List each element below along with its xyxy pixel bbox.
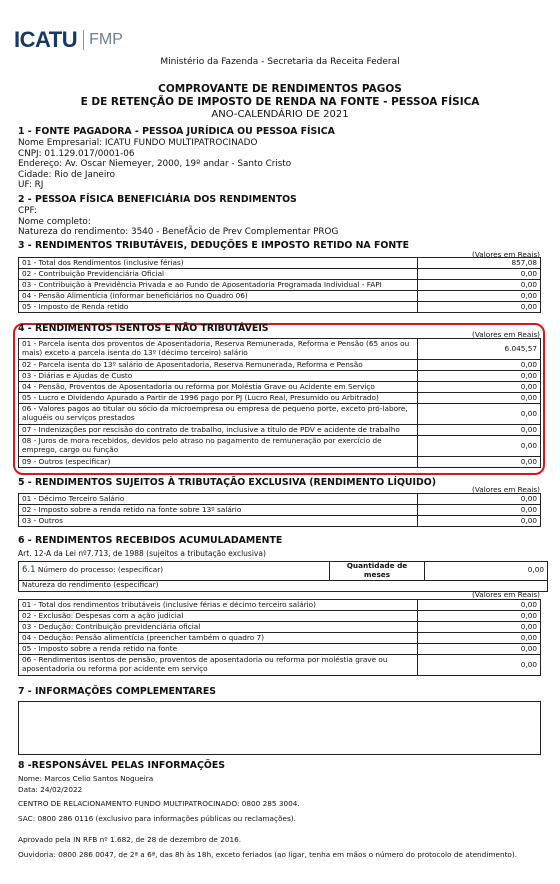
table-row <box>19 622 541 633</box>
row-label: 07 - Indenizações por rescisão do contrato de trabalho, inclusive a título de PDV e acidente de trabalho <box>19 425 418 436</box>
row-label: 03 - Dedução: Contribuição previdenciária oficial <box>19 622 418 633</box>
months-value: 0,00 <box>425 562 548 581</box>
table-row <box>19 360 541 371</box>
row-value: 0,00 <box>418 291 541 302</box>
row-label: 05 - Imposto de Renda retido <box>19 302 418 313</box>
section-4-title: 4 - RENDIMENTOS ISENTOS E NÃO TRIBUTÁVEIS <box>18 323 269 334</box>
row-value: 857,08 <box>418 258 541 269</box>
table-row <box>19 269 541 280</box>
table-row <box>19 562 548 581</box>
section-4-table <box>18 338 541 468</box>
table-row <box>19 505 541 516</box>
table-row <box>19 611 541 622</box>
row-label: 04 - Dedução: Pensão alimentícia (preencher também o quadro 7) <box>19 633 418 644</box>
table-row <box>19 258 541 269</box>
section-3-unit: (Valores em Reais) <box>472 250 540 259</box>
section-6-title: 6 - RENDIMENTOS RECEBIDOS ACUMULADAMENTE <box>18 535 283 546</box>
row-label: 09 - Outros (especificar) <box>19 457 418 468</box>
row-value: 0,00 <box>418 436 541 457</box>
nature-label: Natureza do rendimento (especificar) <box>19 580 548 591</box>
table-row <box>19 371 541 382</box>
responsible-date: Data: 24/02/2022 <box>18 785 83 794</box>
payer-uf: UF: RJ <box>18 180 44 190</box>
row-label: 04 - Pensão, Proventos de Aposentadoria ou reforma por Moléstia Grave ou Acidente em Serviço <box>19 382 418 393</box>
table-row <box>19 291 541 302</box>
beneficiary-cpf: CPF: <box>18 206 37 216</box>
approval-note: Aprovado pela IN RFB nº 1.682, de 28 de dezembro de 2016. <box>18 835 242 844</box>
row-value: 0,00 <box>418 644 541 655</box>
row-value: 0,00 <box>418 280 541 291</box>
row-value: 0,00 <box>418 505 541 516</box>
row-value: 0,00 <box>418 457 541 468</box>
section-5-table <box>18 493 541 527</box>
section-2-body <box>18 206 338 238</box>
payer-name: Nome Empresarial: ICATU FUNDO MULTIPATROCINADO <box>18 138 258 148</box>
table-row <box>19 580 548 591</box>
row-label: 02 - Parcela isenta do 13º salário de Aposentadoria, Reserva Remunerada, Reforma e Pensão <box>19 360 418 371</box>
row-value: 0,00 <box>418 655 541 676</box>
section-2-title: 2 - PESSOA FÍSICA BENEFICIÁRIA DOS RENDIMENTOS <box>18 194 297 205</box>
row-label: 01 - Total dos Rendimentos (inclusive férias) <box>19 258 418 269</box>
section-1-title: 1 - FONTE PAGADORA - PESSOA JURÍDICA OU PESSOA FÍSICA <box>18 126 335 137</box>
table-row <box>19 280 541 291</box>
months-label: Quantidade de meses <box>330 562 425 581</box>
row-value: 6.045,57 <box>418 339 541 360</box>
logo-brand: ICATU <box>14 27 78 52</box>
row-label: 01 - Décimo Terceiro Salário <box>19 494 418 505</box>
table-row <box>19 382 541 393</box>
row-label: 05 - Lucro e Dividendo Apurado a Partir de 1996 pago por PJ (Lucro Real, Presumido ou Arbitrado) <box>19 393 418 404</box>
section-6-unit: (Valores em Reais) <box>472 590 540 599</box>
row-label: 03 - Contribuição à Previdência Privada e ao Fundo de Aposentadoria Programada Individual - FAPI <box>19 280 418 291</box>
row-value: 0,00 <box>418 404 541 425</box>
row-label: 06 - Valores pagos ao titular ou sócio da microempresa ou empresa de pequeno porte, exceto pró-labore, aluguéis ou serviços prestados <box>19 404 418 425</box>
section-8-title: 8 -RESPONSÁVEL PELAS INFORMAÇÕES <box>18 760 226 771</box>
table-row <box>19 457 541 468</box>
row-label: 01 - Total dos rendimentos tributáveis (inclusive férias e décimo terceiro salário) <box>19 600 418 611</box>
process-number: 6.1 <box>22 565 36 576</box>
logo-sub: FMP <box>89 31 123 48</box>
complementary-info-box <box>18 701 541 755</box>
process-label: Número do processo: (especificar) <box>37 565 164 575</box>
payer-address: Endereço: Av. Oscar Niemeyer, 2000, 19º andar - Santo Cristo <box>18 159 292 169</box>
calendar-year: ANO-CALENDÁRIO DE 2021 <box>211 109 349 120</box>
table-row <box>19 436 541 457</box>
table-row <box>19 655 541 676</box>
row-label: 05 - Imposto sobre a renda retido na fonte <box>19 644 418 655</box>
row-label: 04 - Pensão Alimentícia (informar beneficiários no Quadro 06) <box>19 291 418 302</box>
table-row <box>19 339 541 360</box>
row-value: 0,00 <box>418 425 541 436</box>
table-row <box>19 494 541 505</box>
beneficiary-name: Nome completo: <box>18 216 91 227</box>
income-nature: Natureza do rendimento: 3540 - BenefÃcio de Prev Complementar PROG <box>18 227 339 237</box>
table-row <box>19 600 541 611</box>
table-row <box>19 404 541 425</box>
row-value: 0,00 <box>418 302 541 313</box>
section-1-body <box>18 138 291 191</box>
section-6-table <box>18 599 541 676</box>
table-row <box>19 393 541 404</box>
logo-divider <box>83 30 84 50</box>
row-label: 02 - Exclusão: Despesas com a ação judicial <box>19 611 418 622</box>
row-label: 08 - Juros de mora recebidos, devidos pelo atraso no pagamento de remuneração por exercício de emprego, cargo ou função <box>19 436 418 457</box>
responsible-name: Nome: Marcos Celio Santos Nogueira <box>18 774 154 783</box>
row-label: 03 - Diárias e Ajudas de Custo <box>19 371 418 382</box>
ombudsman-contact: Ouvidoria: 0800 286 0047, de 2ª a 6ª, das 8h às 18h, exceto feriados (ao ligar, tenha em mãos o número do protocolo de atendimento). <box>18 850 518 859</box>
doc-title-2: E DE RETENÇÃO DE IMPOSTO DE RENDA NA FONTE - PESSOA FÍSICA <box>80 96 480 108</box>
payer-cnpj: CNPJ: 01.129.017/0001-06 <box>18 148 135 159</box>
sac-contact: SAC: 0800 286 0116 (exclusivo para informações públicas ou reclamações). <box>18 814 296 823</box>
row-value: 0,00 <box>418 611 541 622</box>
process-cell <box>19 562 330 581</box>
section-6-process-table <box>18 561 548 592</box>
section-4-unit: (Valores em Reais) <box>472 330 540 339</box>
row-value: 0,00 <box>418 269 541 280</box>
table-row <box>19 644 541 655</box>
row-label: 02 - Imposto sobre a renda retido na fonte sobre 13º salário <box>19 505 418 516</box>
section-5-title: 5 - RENDIMENTOS SUJEITOS À TRIBUTAÇÃO EXCLUSIVA (RENDIMENTO LÍQUIDO) <box>18 477 437 488</box>
section-3-table <box>18 257 541 313</box>
payer-city: Cidade: Rio de Janeiro <box>18 169 116 180</box>
section-3-title: 3 - RENDIMENTOS TRIBUTÁVEIS, DEDUÇÕES E IMPOSTO RETIDO NA FONTE <box>18 240 409 251</box>
table-row <box>19 425 541 436</box>
table-row <box>19 516 541 527</box>
row-value: 0,00 <box>418 393 541 404</box>
row-value: 0,00 <box>418 622 541 633</box>
row-label: 02 - Contribuição Previdenciária Oficial <box>19 269 418 280</box>
section-7-title: 7 - INFORMAÇÕES COMPLEMENTARES <box>18 686 217 697</box>
row-value: 0,00 <box>418 382 541 393</box>
row-label: 06 - Rendimentos isentos de pensão, proventos de aposentadoria ou reforma por moléstia grave ou aposentadoria ou reforma por acidente em serviço <box>19 655 418 676</box>
row-value: 0,00 <box>418 494 541 505</box>
row-value: 0,00 <box>418 360 541 371</box>
icatu-logo <box>14 27 123 53</box>
section-6-law: Art. 12-A da Lei nº7.713, de 1988 (sujeitos a tributação exclusiva) <box>18 549 266 558</box>
row-value: 0,00 <box>418 633 541 644</box>
row-label: 01 - Parcela isenta dos proventos de Aposentadoria, Reserva Remunerada, Reforma e Pensão (65 anos ou mais) exceto a parcela isenta do 13º (décimo terceiro) salário <box>19 339 418 360</box>
table-row <box>19 302 541 313</box>
ministry-line: Ministério da Fazenda - Secretaria da Receita Federal <box>160 57 400 67</box>
doc-title-1: COMPROVANTE DE RENDIMENTOS PAGOS <box>158 83 402 95</box>
row-value: 0,00 <box>418 516 541 527</box>
table-row <box>19 633 541 644</box>
row-value: 0,00 <box>418 600 541 611</box>
central-contact: CENTRO DE RELACIONAMENTO FUNDO MULTIPATROCINADO: 0800 285 3004. <box>18 799 300 808</box>
section-5-unit: (Valores em Reais) <box>472 485 540 494</box>
row-value: 0,00 <box>418 371 541 382</box>
row-label: 03 - Outros <box>19 516 418 527</box>
